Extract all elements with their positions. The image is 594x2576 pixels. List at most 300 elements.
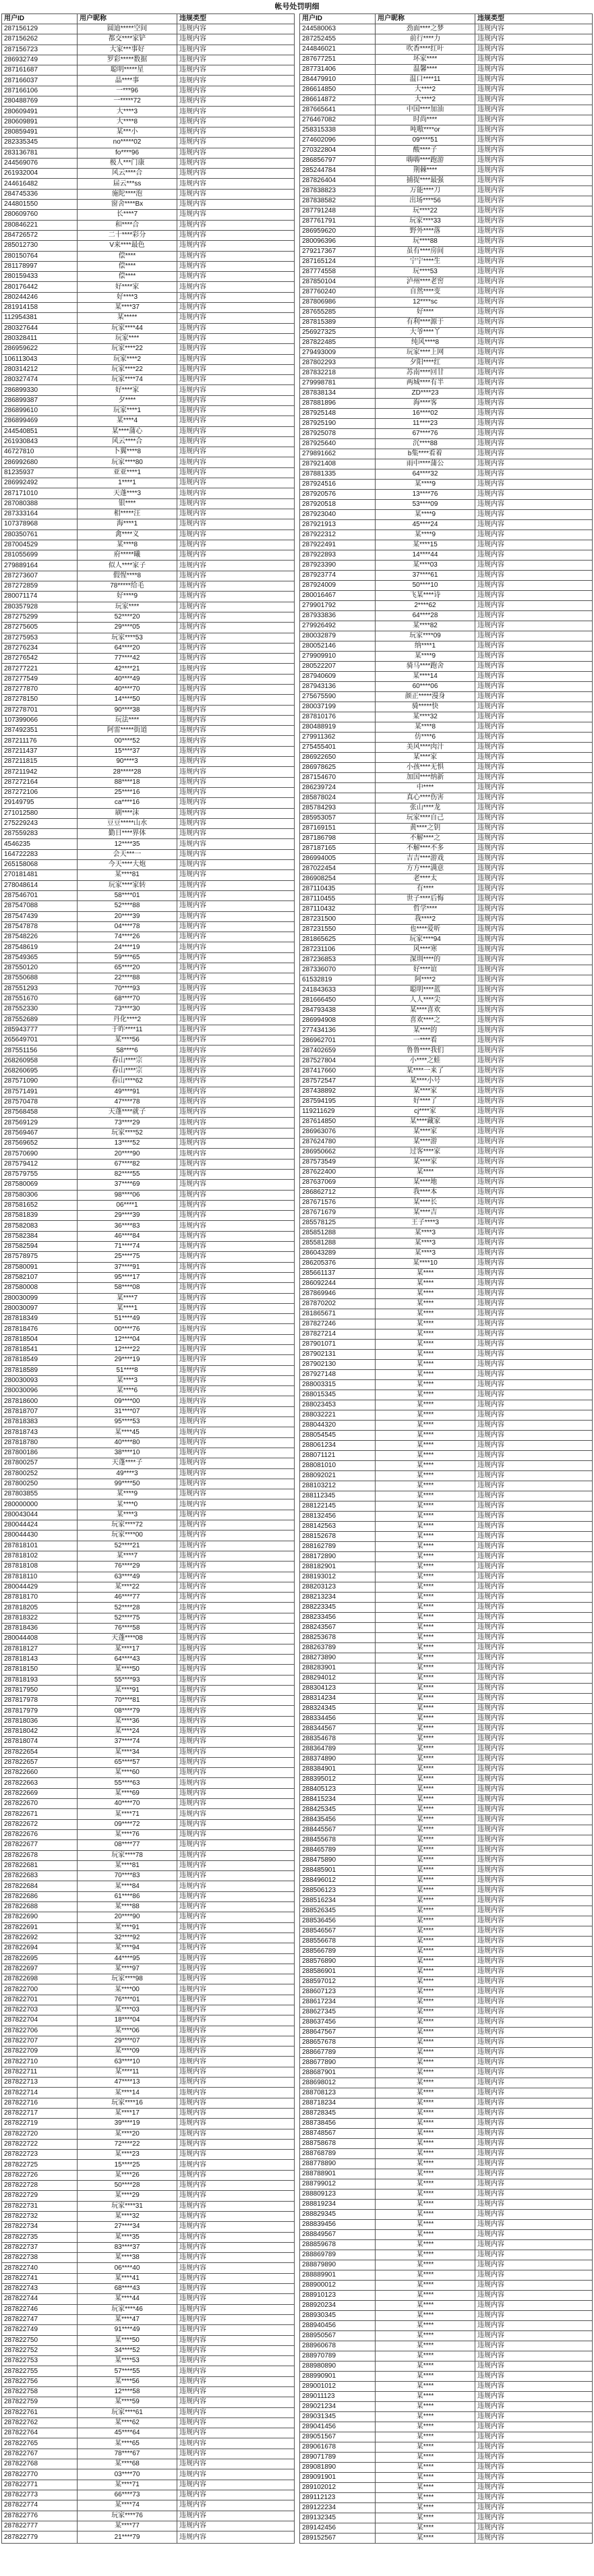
cell-user-id: 287827246 xyxy=(300,1319,376,1329)
cell-violation-type: 违规内容 xyxy=(177,323,295,333)
cell-nickname: 44****95 xyxy=(78,1953,177,1964)
table-row xyxy=(300,2038,593,2048)
cell-violation-type: 违规内容 xyxy=(475,996,593,1006)
table-row xyxy=(300,125,593,136)
cell-nickname: 64****43 xyxy=(78,1654,177,1664)
cell-user-id: 287277221 xyxy=(2,664,78,674)
cell-nickname: 12****22 xyxy=(78,1345,177,1355)
cell-violation-type: 违规内容 xyxy=(475,1016,593,1026)
cell-nickname: 某**** xyxy=(376,1997,475,2007)
cell-violation-type: 违规内容 xyxy=(177,1624,295,1634)
cell-user-id: 287231550 xyxy=(300,925,376,935)
cell-user-id: 280350761 xyxy=(2,529,78,540)
cell-user-id: 288980890 xyxy=(300,2362,376,2372)
table-row xyxy=(2,1169,295,1179)
cell-user-id: 288112345 xyxy=(300,1491,376,1501)
table-row xyxy=(300,1937,593,1947)
cell-violation-type: 违规内容 xyxy=(177,1077,295,1087)
table-row xyxy=(2,333,295,343)
cell-user-id: 287818110 xyxy=(2,1572,78,1582)
cell-violation-type: 违规内容 xyxy=(475,2351,593,2362)
cell-nickname: 黄****之钥 xyxy=(376,824,475,834)
cell-user-id: 288243567 xyxy=(300,1623,376,1633)
cell-nickname: 77****42 xyxy=(78,654,177,664)
table-row xyxy=(2,2026,295,2036)
cell-nickname: 某**** xyxy=(376,2382,475,2392)
table-row xyxy=(2,2366,295,2376)
table-row xyxy=(2,1355,295,1365)
cell-violation-type: 违规内容 xyxy=(177,1458,295,1468)
cell-violation-type: 违规内容 xyxy=(177,1149,295,1159)
cell-nickname: 某**** xyxy=(376,1512,475,1522)
cell-nickname: 73****29 xyxy=(78,1118,177,1128)
cell-nickname: 某**** xyxy=(376,2210,475,2220)
cell-nickname: 某****0 xyxy=(78,1499,177,1510)
table-row xyxy=(300,176,593,186)
cell-nickname: 某****94 xyxy=(78,1943,177,1953)
table-row xyxy=(2,1108,295,1118)
cell-violation-type: 违规内容 xyxy=(177,1696,295,1706)
cell-violation-type: 违规内容 xyxy=(475,1744,593,1754)
cell-nickname: 某**** xyxy=(376,1279,475,1289)
table-row xyxy=(2,1891,295,1901)
cell-violation-type: 违规内容 xyxy=(475,1582,593,1593)
cell-nickname: 某****3 xyxy=(78,1510,177,1520)
cell-user-id: 289021234 xyxy=(300,2402,376,2412)
cell-nickname: 53****09 xyxy=(376,500,475,510)
cell-nickname: 某**** xyxy=(376,1714,475,1724)
cell-nickname: 某**** xyxy=(376,1340,475,1350)
cell-violation-type: 违规内容 xyxy=(177,1551,295,1561)
cell-violation-type: 违规内容 xyxy=(475,1734,593,1744)
table-row xyxy=(2,385,295,395)
cell-user-id: 289071789 xyxy=(300,2453,376,2463)
cell-violation-type: 违规内容 xyxy=(475,662,593,672)
cell-nickname: 某**** xyxy=(376,1785,475,1795)
cell-user-id: 287581839 xyxy=(2,1211,78,1221)
cell-violation-type: 违规内容 xyxy=(177,509,295,519)
cell-user-id: 287923774 xyxy=(300,571,376,581)
cell-violation-type: 违规内容 xyxy=(177,757,295,767)
table-row xyxy=(2,1303,295,1313)
cell-nickname: 37****74 xyxy=(78,1737,177,1747)
cell-violation-type: 违规内容 xyxy=(177,1613,295,1623)
table-row xyxy=(300,652,593,662)
cell-user-id: 288435456 xyxy=(300,1815,376,1825)
cell-violation-type: 违规内容 xyxy=(475,196,593,206)
cell-user-id: 288566789 xyxy=(300,1947,376,1957)
cell-violation-type: 违规内容 xyxy=(475,2028,593,2038)
cell-nickname: 14****44 xyxy=(376,550,475,561)
table-row xyxy=(300,743,593,753)
table-row xyxy=(2,2150,295,2160)
cell-violation-type: 违规内容 xyxy=(177,303,295,313)
table-row xyxy=(300,1350,593,1360)
cell-nickname: 苏南****回甘 xyxy=(376,368,475,378)
cell-nickname: 某**** xyxy=(376,2412,475,2422)
cell-nickname: 春山****宗 xyxy=(78,1066,177,1076)
cell-nickname: cj****家 xyxy=(376,1107,475,1117)
cell-violation-type: 违规内容 xyxy=(177,76,295,86)
cell-user-id: 280159433 xyxy=(2,272,78,282)
table-row xyxy=(300,95,593,105)
cell-violation-type: 违规内容 xyxy=(475,45,593,55)
cell-nickname: 某**** xyxy=(376,1744,475,1754)
cell-violation-type: 违规内容 xyxy=(475,722,593,733)
cell-user-id: 287211176 xyxy=(2,736,78,746)
cell-violation-type: 违规内容 xyxy=(177,1200,295,1210)
cell-user-id: 287276234 xyxy=(2,643,78,653)
cell-violation-type: 违规内容 xyxy=(475,2301,593,2311)
table-row xyxy=(2,787,295,797)
cell-nickname: 某**** xyxy=(376,1269,475,1279)
table-row xyxy=(2,148,295,158)
cell-nickname: 某**** xyxy=(376,1542,475,1552)
table-row xyxy=(2,2314,295,2324)
cell-violation-type: 违规内容 xyxy=(475,2422,593,2432)
table-row xyxy=(2,1118,295,1128)
cell-violation-type: 违规内容 xyxy=(177,798,295,808)
table-row xyxy=(300,1097,593,1107)
cell-nickname: 某****3 xyxy=(376,1238,475,1249)
table-row xyxy=(300,1168,593,1178)
table-row xyxy=(2,1933,295,1943)
cell-user-id: 271012580 xyxy=(2,808,78,818)
table-row xyxy=(2,1922,295,1933)
table-row xyxy=(2,1262,295,1272)
cell-user-id: 287438892 xyxy=(300,1087,376,1097)
cell-user-id: 288859678 xyxy=(300,2240,376,2250)
table-row xyxy=(300,1056,593,1066)
cell-user-id: 287800250 xyxy=(2,1479,78,1489)
cell-nickname: 某****50 xyxy=(78,1665,177,1675)
cell-violation-type: 违规内容 xyxy=(177,447,295,457)
table-row xyxy=(2,1881,295,1891)
cell-violation-type: 违规内容 xyxy=(177,715,295,725)
table-row xyxy=(2,808,295,818)
table-row xyxy=(2,1200,295,1210)
cell-violation-type: 违规内容 xyxy=(475,469,593,480)
cell-user-id: 287110435 xyxy=(300,884,376,894)
cell-violation-type: 违规内容 xyxy=(475,2149,593,2159)
cell-user-id: 281865625 xyxy=(300,935,376,945)
cell-violation-type: 违规内容 xyxy=(177,767,295,777)
cell-violation-type: 违规内容 xyxy=(177,2160,295,2170)
cell-violation-type: 违规内容 xyxy=(177,1211,295,1221)
table-row xyxy=(2,1799,295,1809)
cell-violation-type: 违规内容 xyxy=(177,2119,295,2129)
table-row xyxy=(2,602,295,612)
table-row xyxy=(300,287,593,297)
cell-violation-type: 违规内容 xyxy=(177,952,295,963)
cell-user-id: 287822773 xyxy=(2,2490,78,2500)
cell-user-id: 287252455 xyxy=(300,34,376,45)
table-row xyxy=(300,1916,593,1926)
cell-user-id: 287272106 xyxy=(2,787,78,797)
table-row xyxy=(2,1375,295,1385)
cell-nickname: 某****56 xyxy=(78,2376,177,2386)
cell-violation-type: 违规内容 xyxy=(475,2017,593,2028)
table-row xyxy=(2,1530,295,1541)
table-row xyxy=(300,1259,593,1269)
cell-violation-type: 违规内容 xyxy=(475,1036,593,1046)
cell-user-id: 288182901 xyxy=(300,1562,376,1572)
cell-nickname: 15****25 xyxy=(78,2160,177,2170)
table-row xyxy=(300,308,593,318)
cell-user-id: 288920234 xyxy=(300,2301,376,2311)
cell-violation-type: 违规内容 xyxy=(177,313,295,323)
cell-user-id: 287774558 xyxy=(300,267,376,277)
cell-user-id: 287818349 xyxy=(2,1314,78,1324)
table-row xyxy=(2,509,295,519)
cell-nickname: 某****的 xyxy=(376,1026,475,1036)
table-row xyxy=(2,860,295,870)
cell-nickname: 某****8 xyxy=(376,722,475,733)
cell-nickname: 玩家****72 xyxy=(78,1520,177,1530)
cell-violation-type: 违规内容 xyxy=(177,2500,295,2511)
cell-violation-type: 违规内容 xyxy=(177,354,295,364)
cell-user-id: 288607123 xyxy=(300,1987,376,1997)
table-row xyxy=(2,1510,295,1520)
cell-user-id: 280328411 xyxy=(2,333,78,343)
table-row xyxy=(2,1345,295,1355)
cell-violation-type: 违规内容 xyxy=(475,277,593,287)
cell-user-id: 280096396 xyxy=(300,237,376,247)
cell-user-id: 274602096 xyxy=(300,136,376,146)
cell-nickname: 某**** xyxy=(376,1400,475,1410)
cell-user-id: 285851288 xyxy=(300,1228,376,1238)
cell-violation-type: 违规内容 xyxy=(177,2407,295,2417)
cell-user-id: 279891662 xyxy=(300,449,376,459)
cell-violation-type: 违规内容 xyxy=(475,2129,593,2139)
cell-nickname: 某****97 xyxy=(78,1964,177,1974)
cell-user-id: 287802293 xyxy=(300,358,376,368)
table-row xyxy=(2,1706,295,1716)
cell-nickname: 某**** xyxy=(376,1815,475,1825)
cell-violation-type: 违规内容 xyxy=(475,378,593,389)
cell-violation-type: 违规内容 xyxy=(475,2483,593,2493)
table-row xyxy=(2,241,295,251)
cell-nickname: 好****了 xyxy=(376,1097,475,1107)
table-row xyxy=(300,2179,593,2189)
cell-nickname: 某****38 xyxy=(78,2253,177,2263)
header-violation-type: 违规类型 xyxy=(177,14,295,24)
cell-nickname: 某****45 xyxy=(78,1427,177,1437)
table-row xyxy=(300,864,593,874)
cell-nickname: 丹化****2 xyxy=(78,1014,177,1025)
cell-nickname: 某**** xyxy=(376,2493,475,2503)
cell-nickname: 某**** xyxy=(376,2230,475,2240)
cell-nickname: 聪明*****星 xyxy=(78,65,177,76)
cell-user-id: 288015345 xyxy=(300,1390,376,1400)
cell-violation-type: 违规内容 xyxy=(177,1087,295,1097)
cell-nickname: 某****00 xyxy=(78,1984,177,1995)
cell-user-id: 280327644 xyxy=(2,323,78,333)
cell-violation-type: 违规内容 xyxy=(475,1562,593,1572)
cell-violation-type: 违规内容 xyxy=(177,416,295,426)
cell-violation-type: 违规内容 xyxy=(177,1850,295,1860)
cell-user-id: 287922312 xyxy=(300,530,376,540)
cell-user-id: 287822694 xyxy=(2,1943,78,1953)
table-row xyxy=(2,1046,295,1056)
cell-violation-type: 违规内容 xyxy=(177,1221,295,1231)
cell-user-id: 280030097 xyxy=(2,1303,78,1313)
cell-user-id: 289051567 xyxy=(300,2432,376,2442)
cell-user-id: 288213234 xyxy=(300,1593,376,1603)
cell-user-id: 287827214 xyxy=(300,1329,376,1340)
table-row xyxy=(300,1410,593,1421)
cell-user-id: 288172890 xyxy=(300,1552,376,1562)
cell-user-id: 287578975 xyxy=(2,1252,78,1262)
cell-nickname: 某**** xyxy=(376,1593,475,1603)
table-row xyxy=(300,1340,593,1350)
cell-user-id: 287580306 xyxy=(2,1190,78,1200)
cell-nickname: 65****20 xyxy=(78,963,177,973)
cell-nickname: 某**** xyxy=(376,1390,475,1400)
cell-nickname: 某**** xyxy=(376,1795,475,1805)
table-row xyxy=(2,1334,295,1344)
cell-nickname: 90****38 xyxy=(78,705,177,715)
cell-violation-type: 违规内容 xyxy=(475,2179,593,2189)
cell-violation-type: 违规内容 xyxy=(177,1375,295,1385)
cell-nickname: 某****88 xyxy=(78,1902,177,1912)
cell-user-id: 287838134 xyxy=(300,389,376,399)
table-row xyxy=(300,1582,593,1593)
cell-nickname: 某****14 xyxy=(376,672,475,682)
cell-violation-type: 违规内容 xyxy=(475,753,593,763)
cell-violation-type: 违规内容 xyxy=(177,1685,295,1695)
cell-nickname: 深圳****的 xyxy=(376,955,475,965)
cell-nickname: 某****26 xyxy=(78,2170,177,2180)
cell-nickname: 一***96 xyxy=(78,86,177,96)
cell-nickname: 天蓬****子 xyxy=(78,1458,177,1468)
table-row xyxy=(300,2200,593,2210)
cell-violation-type: 违规内容 xyxy=(177,736,295,746)
cell-user-id: 288233456 xyxy=(300,1613,376,1623)
cell-violation-type: 违规内容 xyxy=(475,2473,593,2483)
cell-user-id: 287731406 xyxy=(300,65,376,75)
cell-nickname: 08****77 xyxy=(78,1840,177,1850)
cell-nickname: 某****69 xyxy=(78,1788,177,1798)
cell-violation-type: 违规内容 xyxy=(475,1208,593,1218)
cell-violation-type: 违规内容 xyxy=(475,1390,593,1400)
cell-nickname: 某****32 xyxy=(376,712,475,722)
cell-violation-type: 违规内容 xyxy=(177,1180,295,1190)
cell-user-id: 287822755 xyxy=(2,2366,78,2376)
cell-violation-type: 违规内容 xyxy=(475,1127,593,1137)
cell-user-id: 287822695 xyxy=(2,1953,78,1964)
cell-nickname: 12****58 xyxy=(78,2386,177,2397)
cell-violation-type: 违规内容 xyxy=(475,591,593,601)
table-row xyxy=(2,498,295,509)
cell-user-id: 286614850 xyxy=(300,85,376,95)
cell-nickname: 某**** xyxy=(376,1329,475,1340)
cell-nickname: 都交****家铲 xyxy=(78,34,177,45)
cell-user-id: 287156262 xyxy=(2,34,78,45)
table-row xyxy=(300,1501,593,1512)
table-row xyxy=(2,1943,295,1953)
cell-user-id: 280327474 xyxy=(2,375,78,385)
cell-violation-type: 违规内容 xyxy=(177,2325,295,2335)
cell-user-id: 287826404 xyxy=(300,176,376,186)
table-row xyxy=(300,733,593,743)
cell-user-id: 287822684 xyxy=(2,1881,78,1891)
cell-violation-type: 违规内容 xyxy=(177,2129,295,2139)
cell-violation-type: 违规内容 xyxy=(475,1350,593,1360)
cell-nickname: 64****20 xyxy=(78,643,177,653)
cell-nickname: 真心****伤害 xyxy=(376,793,475,803)
table-row xyxy=(2,2181,295,2191)
cell-user-id: 288223345 xyxy=(300,1603,376,1613)
table-row xyxy=(300,884,593,894)
table-row xyxy=(2,1572,295,1582)
table-row xyxy=(2,1014,295,1025)
table-row xyxy=(300,1957,593,1967)
table-row xyxy=(2,344,295,354)
cell-user-id: 288061234 xyxy=(300,1441,376,1451)
cell-user-id: 288889901 xyxy=(300,2270,376,2281)
cell-violation-type: 违规内容 xyxy=(475,2169,593,2179)
cell-violation-type: 违规内容 xyxy=(475,429,593,439)
cell-nickname: 某****蒲心 xyxy=(78,426,177,436)
cell-nickname: 20****90 xyxy=(78,1149,177,1159)
cell-nickname: 某**** xyxy=(376,2139,475,2149)
cell-violation-type: 违规内容 xyxy=(475,1299,593,1309)
table-row xyxy=(2,169,295,179)
cell-violation-type: 违规内容 xyxy=(475,1572,593,1582)
cell-nickname: 捕捉****最强 xyxy=(376,176,475,186)
cell-user-id: 288667789 xyxy=(300,2048,376,2058)
table-row xyxy=(2,2356,295,2366)
cell-user-id: 287822719 xyxy=(2,2119,78,2129)
cell-nickname: 大****2 xyxy=(376,95,475,105)
cell-nickname: 42****21 xyxy=(78,664,177,674)
cell-violation-type: 违规内容 xyxy=(475,1309,593,1319)
cell-violation-type: 违规内容 xyxy=(177,2428,295,2438)
cell-nickname: 好****3 xyxy=(78,292,177,302)
cell-nickname: 某****65 xyxy=(78,2438,177,2449)
table-row xyxy=(2,1221,295,1231)
cell-violation-type: 违规内容 xyxy=(177,148,295,158)
table-row xyxy=(300,469,593,480)
cell-nickname: 某**** xyxy=(376,1967,475,1977)
table-row xyxy=(2,1582,295,1592)
cell-violation-type: 违规内容 xyxy=(475,1886,593,1896)
table-row xyxy=(2,942,295,952)
cell-user-id: 288415234 xyxy=(300,1795,376,1805)
cell-user-id: 287822779 xyxy=(2,2531,78,2544)
cell-violation-type: 违规内容 xyxy=(177,2036,295,2046)
cell-nickname: 某****37 xyxy=(78,303,177,313)
cell-violation-type: 违规内容 xyxy=(475,409,593,419)
table-row xyxy=(300,348,593,358)
cell-nickname: 某**** xyxy=(376,1350,475,1360)
cell-violation-type: 违规内容 xyxy=(177,210,295,220)
cell-user-id: 287822716 xyxy=(2,2098,78,2108)
table-row xyxy=(2,685,295,695)
table-row xyxy=(2,1685,295,1695)
table-row xyxy=(300,1866,593,1876)
table-row xyxy=(2,2397,295,2407)
table-row xyxy=(300,1886,593,1896)
cell-user-id: 244569076 xyxy=(2,158,78,168)
cell-nickname: 某**** xyxy=(376,1856,475,1866)
cell-user-id: 287822711 xyxy=(2,2067,78,2077)
table-row xyxy=(300,196,593,206)
cell-nickname: 某****小号 xyxy=(376,1077,475,1087)
cell-violation-type: 违规内容 xyxy=(177,1272,295,1282)
cell-nickname: 某**** xyxy=(376,2149,475,2159)
